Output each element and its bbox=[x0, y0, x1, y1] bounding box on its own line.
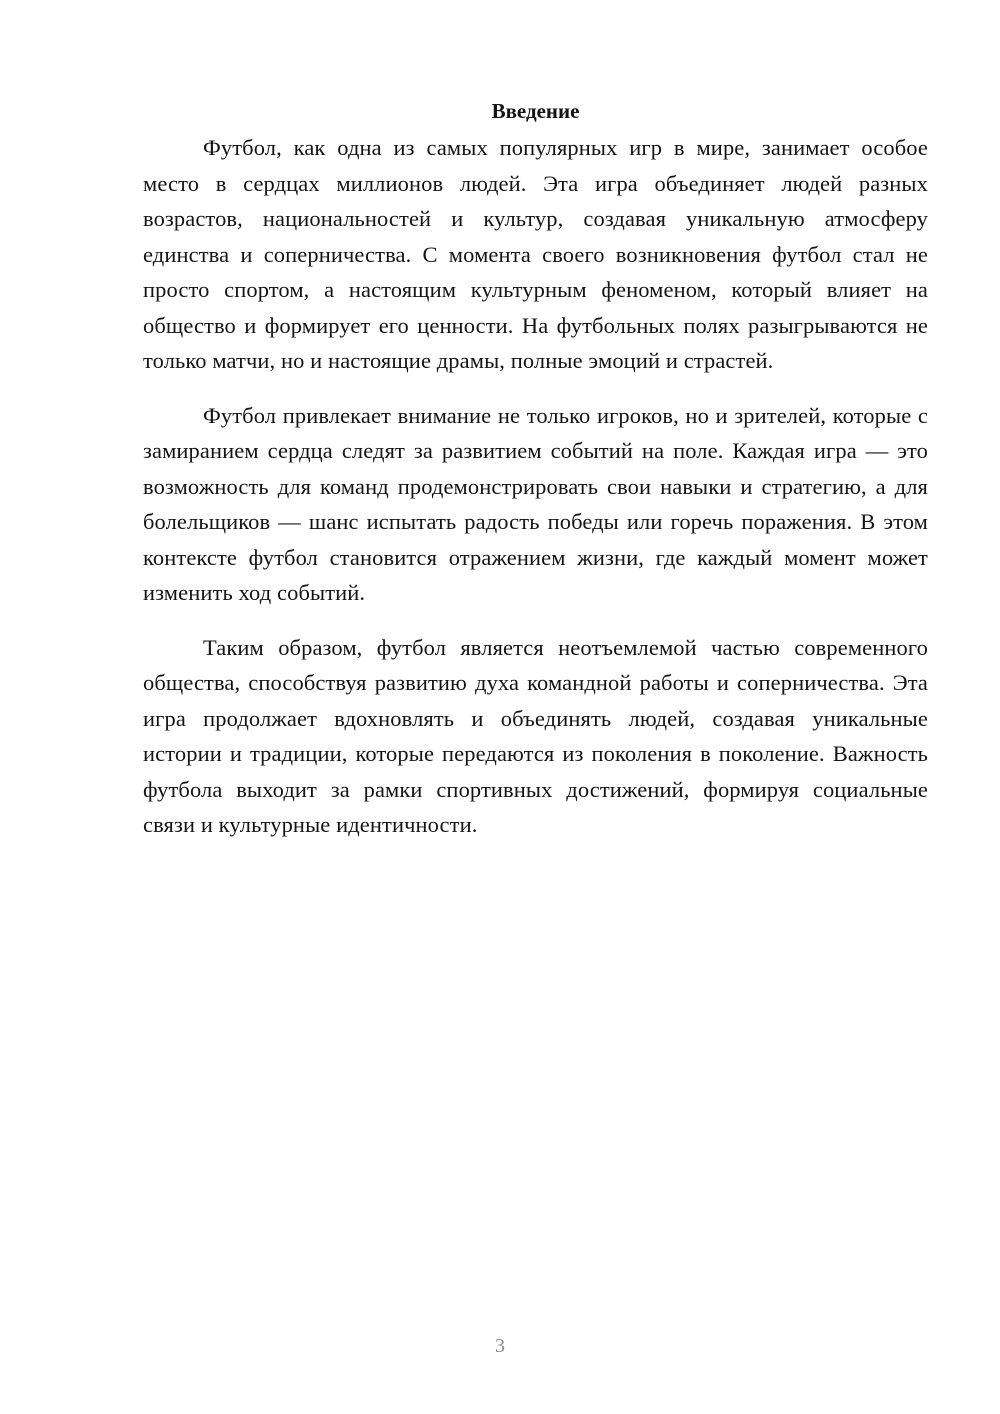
page-content bbox=[143, 96, 928, 862]
paragraph-3: Таким образом, футбол является неотъемлемой частью современного общества, способствуя развитию духа командной работы и соперничества. Эта игра продолжает вдохновлять и объединять людей, создавая уникальные истории и традиции, которые передаются из поколения в поколение. Важность футбола выходит за рамки спортивных достижений, формируя социальные связи и культурные идентичности. bbox=[143, 634, 928, 837]
page-number: 3 bbox=[495, 1335, 505, 1357]
paragraph-2: Футбол привлекает внимание не только игроков, но и зрителей, которые с замиранием сердца следят за развитием событий на поле. Каждая игра — это возможность для команд продемонстрировать свои навыки и стратегию, а для болельщиков — шанс испытать радость победы или горечь поражения. В этом контексте футбол становится отражением жизни, где каждый момент может изменить ход событий. bbox=[143, 402, 928, 605]
paragraph-1: Футбол, как одна из самых популярных игр в мире, занимает особое место в сердцах миллионов людей. Эта игра объединяет людей разных возрастов, национальностей и культур, создавая уникальную атмосферу единства и соперничества. С момента своего возникновения футбол стал не просто спортом, а настоящим культурным феноменом, который влияет на общество и формирует его ценности. На футбольных полях разыгрываются не только матчи, но и настоящие драмы, полные эмоций и страстей. bbox=[143, 135, 928, 373]
section-title: Введение bbox=[491, 99, 580, 123]
